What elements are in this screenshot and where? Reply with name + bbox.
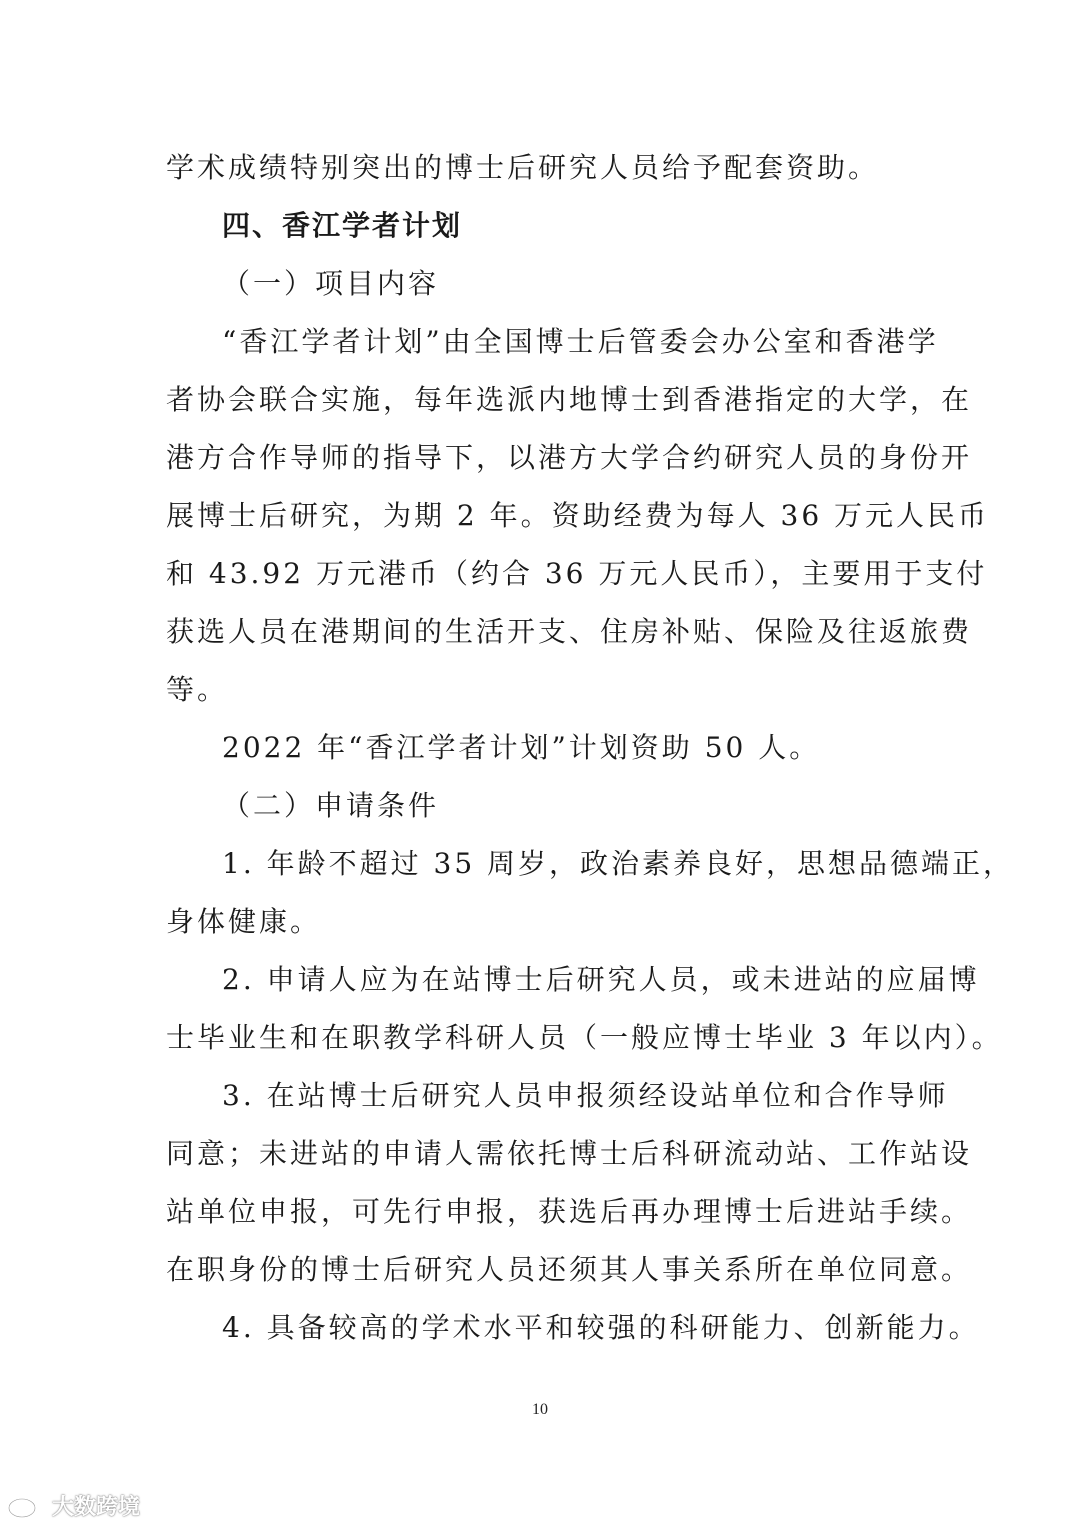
weibo-icon	[6, 1491, 46, 1519]
text-line-21: 4. 具备较高的学术水平和较强的科研能力、创新能力。	[222, 1311, 980, 1344]
subsection-heading-2: （二）申请条件	[222, 789, 440, 822]
text-line-9: 获选人员在港期间的生活开支、住房补贴、保险及往返旅费	[166, 615, 973, 648]
text-line-15: 2. 申请人应为在站博士后研究人员，或未进站的应届博	[222, 963, 980, 996]
watermark	[6, 1490, 140, 1520]
text-line-7: 展博士后研究，为期 2 年。资助经费为每人 36 万元人民币	[166, 499, 990, 532]
text-line-18: 同意；未进站的申请人需依托博士后科研流动站、工作站设	[166, 1137, 973, 1170]
text-line-4: “香江学者计划”由全国博士后管委会办公室和香港学	[222, 325, 939, 358]
text-line-14: 身体健康。	[166, 905, 322, 938]
text-line-16: 士毕业生和在职教学科研人员（一般应博士毕业 3 年以内）。	[166, 1021, 1003, 1054]
text-line-1: 学术成绩特别突出的博士后研究人员给予配套资助。	[166, 151, 880, 184]
text-line-13: 1. 年龄不超过 35 周岁，政治素养良好，思想品德端正，	[222, 847, 1015, 880]
subsection-heading-1: （一）项目内容	[222, 267, 440, 300]
section-heading: 四、香江学者计划	[222, 209, 463, 242]
page-number: 10	[532, 1401, 548, 1418]
text-line-10: 等。	[166, 673, 229, 706]
text-line-19: 站单位申报，可先行申报，获选后再办理博士后进站手续。	[166, 1195, 973, 1228]
text-line-6: 港方合作导师的指导下，以港方大学合约研究人员的身份开	[166, 441, 973, 474]
text-line-17: 3. 在站博士后研究人员申报须经设站单位和合作导师	[222, 1079, 949, 1112]
watermark-text: 大数跨境	[52, 1494, 141, 1520]
text-line-20: 在职身份的博士后研究人员还须其人事关系所在单位同意。	[166, 1253, 973, 1286]
text-line-11: 2022 年“香江学者计划”计划资助 50 人。	[222, 731, 821, 764]
text-line-5: 者协会联合实施，每年选派内地博士到香港指定的大学，在	[166, 383, 973, 416]
text-line-8: 和 43.92 万元港币（约合 36 万元人民币），主要用于支付	[166, 557, 988, 590]
